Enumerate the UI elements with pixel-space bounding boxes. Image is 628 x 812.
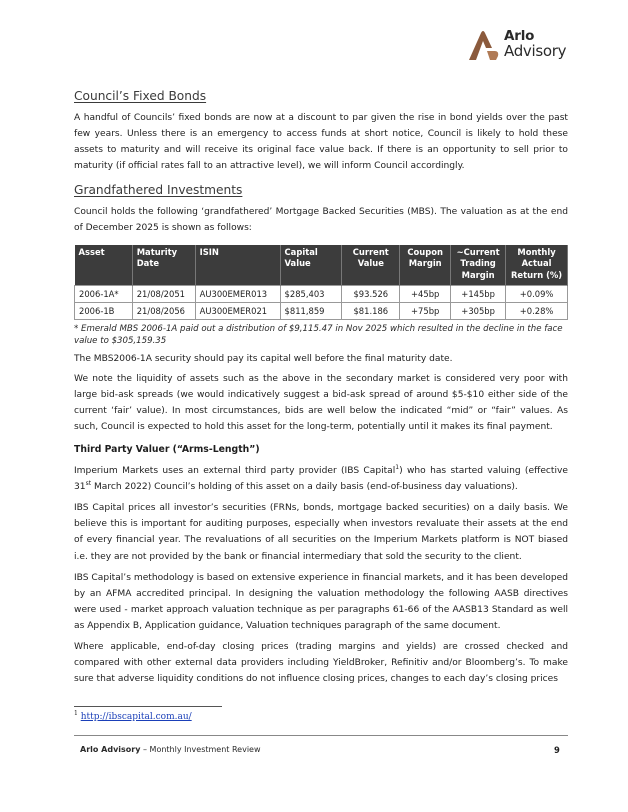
footnote [74,712,192,722]
table-cell: +305bp [451,302,506,319]
logo-text-advisory: Advisory [504,42,567,60]
table-cell: $81.186 [342,302,400,319]
table-header-cell: Current Value [342,245,400,286]
document-body [74,88,568,687]
ibs-pricing-paragraph: IBS Capital prices all investor’s securities (FRNs, bonds, mortgage backed securities) on a daily basis. We believe this is important for auditing purposes, especially when investors revaluate their assets at the end of every financial year. The revaluations of all securities on the Imperium Markets platform is NOT biased i.e. they are not provided by the bank or financial intermediary that sold the security to the client. [74,503,568,562]
liquidity-paragraph: We note the liquidity of assets such as the above in the secondary market is considered very poor with large bid-ask spreads (we would indicatively suggest a bid-ask spread of around $5-$10 either side of the current ‘fair’ value). In most circumstances, bids are well below the indicated “mid” or “fair” values. As such, Council is expected to hold this asset for the long-term, potentially until it makes its final payment. [74,373,568,432]
footer-divider [74,735,568,736]
imperium-text-a: Imperium Markets uses an external third party provider (IBS Capital [74,466,396,477]
table-cell: AU300EMER021 [195,302,280,319]
table-cell: $811,859 [280,302,342,319]
imperium-text-b: ) who has started valuing (effective 31 [74,466,568,493]
footer-brand: Arlo Advisory [80,745,141,754]
table-header-cell: ~Current Trading Margin [451,245,506,286]
mbs-paragraph: The MBS2006-1A security should pay its capital well before the final maturity date. [74,353,453,364]
table-row [75,302,568,319]
table-header-row [75,245,568,286]
table-cell: 21/08/2056 [132,302,195,319]
grandfathered-paragraph: Council holds the following ‘grandfathered’ Mortgage Backed Securities (MBS). The valuation as at the end of December 2025 is shown as follows: [74,207,568,234]
table-header-cell: Maturity Date [132,245,195,286]
council-fixed-bonds-paragraph: A handful of Councils’ fixed bonds are now at a discount to par given the rise in bond yields over the past few years. Unless there is an emergency to access funds at short notice, Council is likely to hold these assets to maturity and will receive its original face value back. If there is an opportunity to sell prior to maturity (if official rates fall to an attractive level), we will inform Council accordingly. [74,113,568,172]
table-cell: AU300EMER013 [195,285,280,302]
table-cell: +0.28% [506,302,568,319]
ibs-capital-link[interactable]: http://ibscapital.com.au/ [80,712,192,722]
table-cell: 21/08/2051 [132,285,195,302]
table-cell: +45bp [400,285,451,302]
methodology-paragraph: IBS Capital’s methodology is based on extensive experience in financial markets, and it has been developed by an AFMA accredited principal. In designing the valuation methodology the following AASB directives were used - market approach valuation technique as per paragraphs 61-66 of the AASB13 Standard as well as Appendix B, Application guidance, Valuation techniques paragraph of the same document. [74,572,568,631]
logo-text-arlo: Arlo [504,28,535,44]
footnote-ref[interactable]: 1 [395,464,400,471]
table-cell: $93.526 [342,285,400,302]
table-cell: +145bp [451,285,506,302]
table-header-cell: Capital Value [280,245,342,286]
table-footnote: * Emerald MBS 2006-1A paid out a distribution of $9,115.47 in Nov 2025 which resulted in the decline in the face value to $305,159.35 [74,323,563,346]
mbs-table [74,245,568,320]
footer-title: – Monthly Investment Review [140,745,261,754]
page-footer [80,745,261,754]
table-header-cell: Coupon Margin [400,245,451,286]
council-fixed-bonds-heading: Council’s Fixed Bonds [74,89,207,103]
table-cell: 2006-1A* [75,285,133,302]
closing-prices-paragraph: Where applicable, end-of-day closing prices (trading margins and yields) are crossed checked and compared with other external data providers including YieldBroker, Refinitiv and/or Bloomberg’s. To make sure that adverse liquidity conditions do not influence closing prices, changes to each day’s closing prices [74,641,568,685]
table-header-cell: ISIN [195,245,280,286]
table-header-cell: Asset [75,245,133,286]
table-row [75,285,568,302]
imperium-paragraph [74,463,568,495]
page-number: 9 [554,745,560,755]
table-cell: 2006-1B [75,302,133,319]
third-party-valuer-heading: Third Party Valuer (“Arms-Length”) [74,444,260,456]
grandfathered-investments-heading: Grandfathered Investments [74,183,243,198]
table-cell: $285,403 [280,285,342,302]
footnote-divider [74,706,222,707]
ordinal-suffix: st [85,480,92,488]
imperium-text-c: March 2022) Council’s holding of this asset on a daily basis (end-of-business day valuations). [91,482,518,493]
arlo-logo-icon [466,29,500,63]
table-cell: +75bp [400,302,451,319]
footnote-number: 1 [74,710,78,717]
table-header-cell: Monthly Actual Return (%) [506,245,568,286]
table-cell: +0.09% [506,285,568,302]
arlo-advisory-logo [466,27,576,65]
